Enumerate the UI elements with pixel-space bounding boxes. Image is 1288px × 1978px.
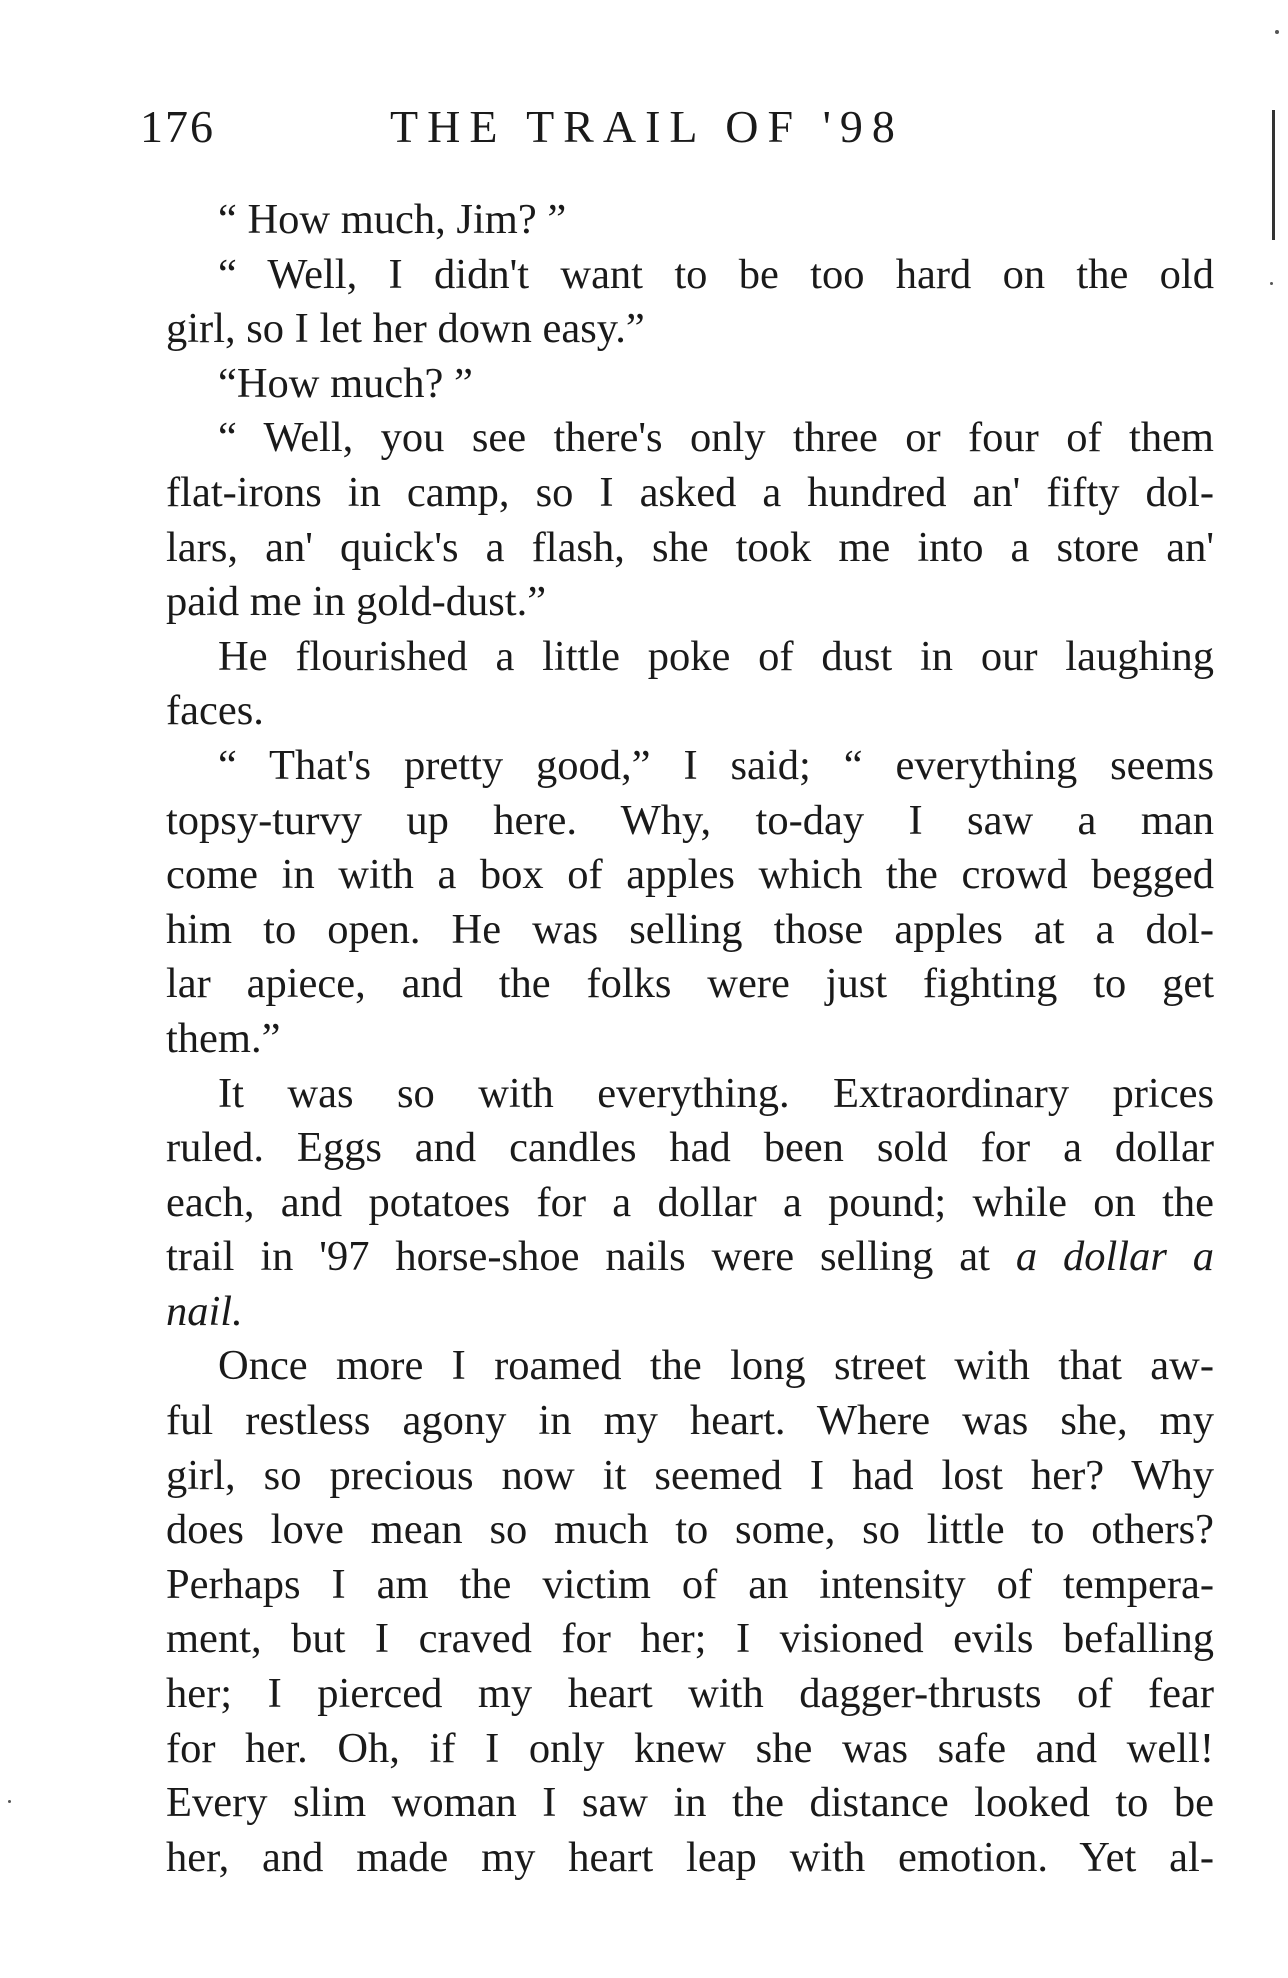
text-line xyxy=(166,1667,1214,1722)
text-line xyxy=(166,466,1214,521)
scan-speck xyxy=(1270,282,1273,285)
text-line-content: Perhaps I am the victim of an intensity of tempera- xyxy=(166,1560,1214,1608)
text-line-content: flat-irons in camp, so I asked a hundred an' fifty dol- xyxy=(166,468,1214,516)
text-line xyxy=(166,1558,1214,1613)
text-line xyxy=(166,1012,1214,1067)
text-line-content: “How much? ” xyxy=(218,359,473,407)
text-line-content: Once more I roamed the long street with that aw- xyxy=(218,1342,1214,1390)
text-line-content: ment, but I craved for her; I visioned evils befalling xyxy=(166,1615,1214,1663)
text-line-content: lar apiece, and the folks were just fighting to get xyxy=(166,960,1214,1008)
text-line-content: girl, so precious now it seemed I had lost her? Why xyxy=(166,1451,1214,1499)
text-line-content: for her. Oh, if I only knew she was safe and well! xyxy=(166,1724,1214,1772)
text-line xyxy=(166,193,1214,248)
text-line-content: each, and potatoes for a dollar a pound; while on the xyxy=(166,1178,1214,1226)
text-line xyxy=(166,1394,1214,1449)
text-line-content: her; I pierced my heart with dagger-thrusts of fear xyxy=(166,1670,1214,1718)
text-line xyxy=(166,684,1214,739)
text-line xyxy=(166,1776,1214,1831)
text-line xyxy=(166,630,1214,685)
italic-phrase: nail. xyxy=(166,1287,243,1335)
text-line xyxy=(166,1612,1214,1667)
text-line xyxy=(166,1339,1214,1394)
text-line-content: girl, so I let her down easy.” xyxy=(166,305,645,353)
page-number: 176 xyxy=(140,101,215,152)
italic-phrase: a dollar a xyxy=(1015,1233,1215,1281)
text-line-content: He flourished a little poke of dust in our laughing xyxy=(218,632,1214,680)
text-line-content: lars, an' quick's a flash, she took me into a store an' xyxy=(166,523,1214,571)
text-line-content: faces. xyxy=(166,687,264,735)
text-line-content: ful restless agony in my heart. Where was she, my xyxy=(166,1397,1214,1445)
text-line-content: “ Well, you see there's only three or four of them xyxy=(218,414,1214,462)
running-head: THE TRAIL OF '98 xyxy=(390,101,904,152)
text-line xyxy=(166,1067,1214,1122)
text-line-content: does love mean so much to some, so little to others? xyxy=(166,1506,1214,1554)
text-line-content: It was so with everything. Extraordinary prices xyxy=(218,1069,1214,1117)
page-edge-mark xyxy=(1272,110,1275,240)
text-line xyxy=(166,1449,1214,1504)
text-line xyxy=(166,1230,1214,1285)
scan-speck xyxy=(1275,30,1279,34)
text-line xyxy=(166,1503,1214,1558)
text-line xyxy=(166,1176,1214,1231)
text-line xyxy=(166,575,1214,630)
text-line-content: “ How much, Jim? ” xyxy=(218,196,567,243)
text-line xyxy=(166,1722,1214,1777)
text-line-content: “ That's pretty good,” I said; “ everything seems xyxy=(218,741,1214,789)
text-line xyxy=(166,357,1214,412)
text-line xyxy=(166,302,1214,357)
text-line xyxy=(166,521,1214,576)
text-line xyxy=(166,411,1214,466)
text-line xyxy=(166,794,1214,849)
page-header xyxy=(140,100,1270,170)
text-line xyxy=(166,848,1214,903)
text-line xyxy=(166,957,1214,1012)
text-line-content: come in with a box of apples which the crowd begged xyxy=(166,851,1214,899)
text-line-content: her, and made my heart leap with emotion. Yet al- xyxy=(166,1833,1214,1881)
text-line-content: trail in '97 horse-shoe nails were selling at xyxy=(166,1233,990,1281)
text-line xyxy=(166,1121,1214,1176)
text-line-content: “ Well, I didn't want to be too hard on the old xyxy=(218,250,1214,298)
scan-speck xyxy=(8,1800,11,1803)
text-line-content: Every slim woman I saw in the distance looked to be xyxy=(166,1779,1214,1827)
text-line-content: them.” xyxy=(166,1014,281,1062)
text-line xyxy=(166,903,1214,958)
text-line-content: him to open. He was selling those apples at a dol- xyxy=(166,905,1214,953)
text-line xyxy=(166,248,1214,303)
text-line-content: ruled. Eggs and candles had been sold for a dollar xyxy=(166,1124,1214,1172)
text-line xyxy=(166,739,1214,794)
text-line-content: topsy-turvy up here. Why, to-day I saw a man xyxy=(166,796,1214,844)
body-text xyxy=(166,193,1214,1885)
text-line xyxy=(166,1285,1214,1340)
text-line-content: paid me in gold-dust.” xyxy=(166,578,547,626)
text-line xyxy=(166,1831,1214,1886)
